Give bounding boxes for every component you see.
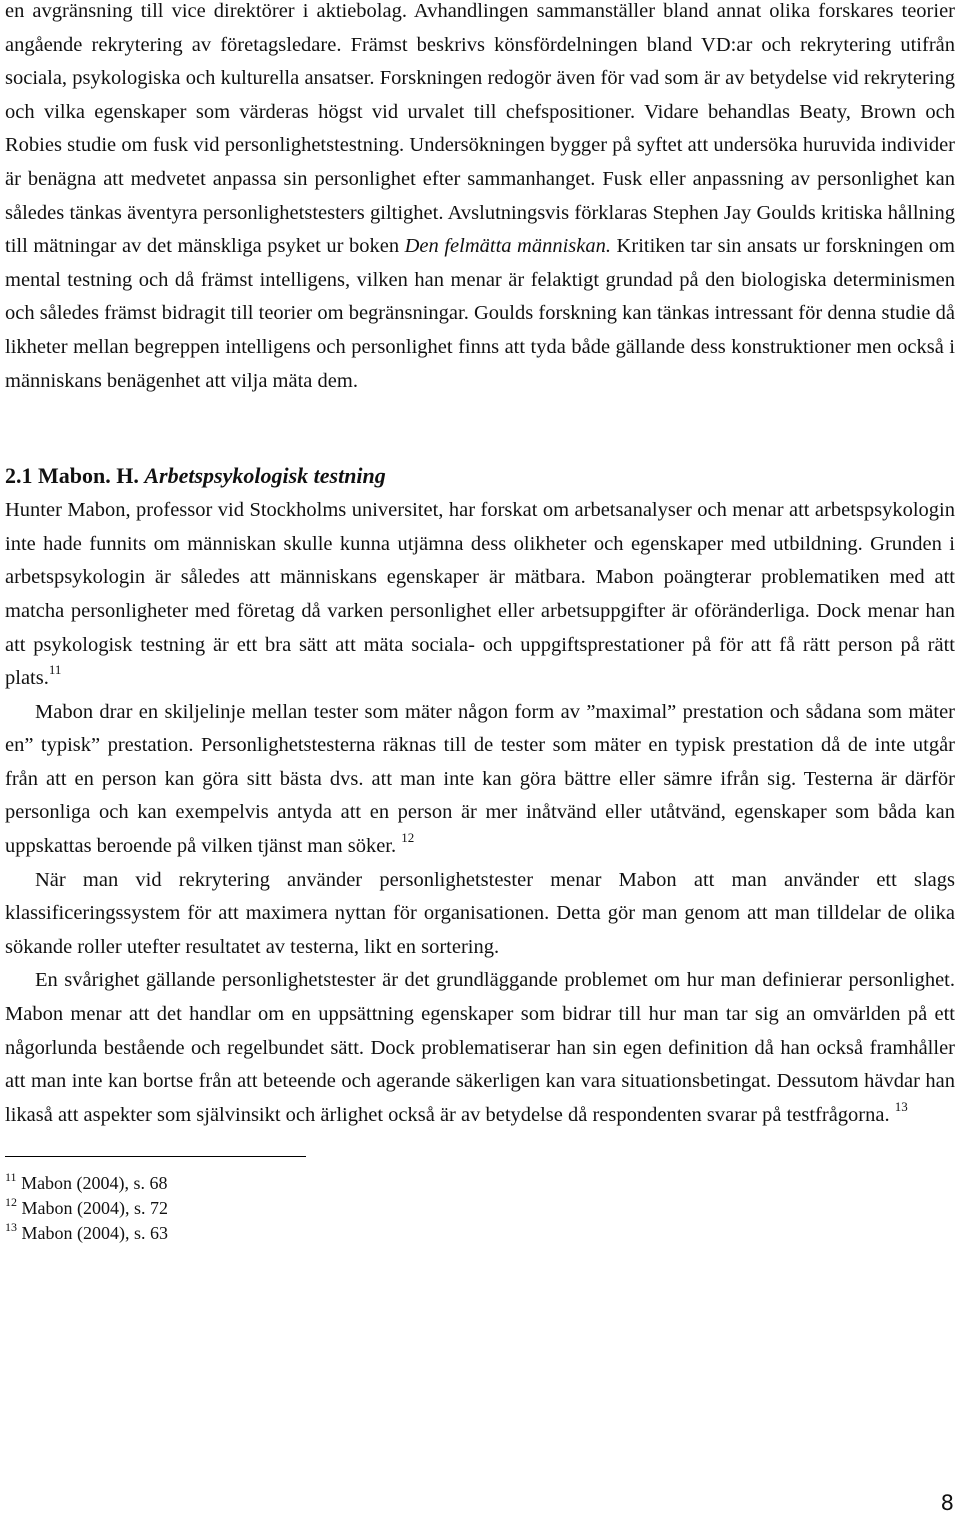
document-page	[5, 0, 955, 1246]
footnote-text: Mabon (2004), s. 68	[21, 1173, 168, 1194]
section-heading	[5, 458, 955, 494]
paragraph-definition	[5, 964, 955, 1132]
footnote-number: 11	[5, 1170, 17, 1185]
paragraph-intro	[5, 0, 955, 398]
footnote-ref-11[interactable]: 11	[48, 662, 62, 678]
footnote-number: 12	[5, 1195, 17, 1210]
paragraph-intro-text: en avgränsning till vice direktörer i aktiebolag. Avhandlingen sammanställer bland annat olika forskares teorier angående rekrytering av företagsledare. Främst beskrivs könsfördelningen bland VD:ar och rekrytering utifrån sociala, psykologiska och kulturella ansatser. Forskningen redogör även för vad som är av betydelse vid rekrytering och vilka egenskaper som värderas högst vid urvalet till chefspositioner. Vidare behandlas Beaty, Brown och Robies studie om fusk vid personlighetstestning. Undersökningen bygger på syftet att undersöka huruvida individer är benägna att medvetet anpassa sin personlighet efter sammanhanget. Fusk eller anpassning av personlighet kan således tänkas äventyra personlighetstesters giltighet. Avslutningsvis förklaras Stephen Jay Goulds kritiska hållning till mätningar av det mänskliga psyket ur boken	[5, 0, 955, 258]
footnote-divider	[5, 1156, 306, 1157]
footnote-ref-13[interactable]: 13	[894, 1098, 908, 1114]
page-number: 8	[940, 1491, 954, 1515]
footnote-item	[5, 1196, 955, 1221]
paragraph-mabon-intro	[5, 494, 955, 696]
book-title: Den felmätta människan.	[404, 235, 612, 258]
paragraph-mabon-intro-text: Hunter Mabon, professor vid Stockholms universitet, har forskat om arbetsanalyser och menar att arbetspsykologin inte hade funnits om människan skulle kunna utjämna dess olikheter och egenskaper med utbildning. Grunden i arbetspsykologin är således att människans egenskaper är mätbara. Mabon poängterar problematiken med att matcha personligheter med företag då varken personlighet eller arbetsuppgifter är oföränderliga. Dock menar han att psykologisk testning är ett bra sätt att mäta sociala- och uppgiftsprestationer på för att få rätt person på rätt plats.	[5, 499, 955, 690]
paragraph-classification: När man vid rekrytering använder personlighetstester menar Mabon att man använder ett slags klassificeringssystem för att maximera nyttan för organisationen. Detta gör man genom att man tilldelar de olika sökande roller utefter resultatet av testerna, likt en sortering.	[5, 868, 955, 958]
footnote-ref-12[interactable]: 12	[401, 830, 415, 846]
footnote-item	[5, 1221, 955, 1246]
paragraph-definition-text: En svårighet gällande personlighetstester är det grundläggande problemet om hur man definierar personlighet. Mabon menar att det handlar om en uppsättning egenskaper som bidrar till hur man tar sig an omvärlden på ett någorlunda bestående och regelbundet sätt. Dock problematiserar han sin egen definition då han också framhåller att man inte kan bortse från att beteende och agerande säkerligen kan vara situationsbetingat. Dessutom hävdar han likaså att aspekter som självinsikt och ärlighet också är av betydelse då respondenten svarar på testfrågorna.	[5, 969, 955, 1126]
footnote-number: 13	[5, 1220, 17, 1235]
section-title: Arbetspsykologisk testning	[144, 463, 386, 489]
footnote-text: Mabon (2004), s. 63	[21, 1223, 168, 1244]
section-number: 2.1 Mabon. H.	[5, 463, 145, 489]
footnote-text: Mabon (2004), s. 72	[21, 1198, 168, 1219]
footnotes	[5, 1171, 955, 1246]
paragraph-maximal-typical	[5, 696, 955, 864]
footnote-item	[5, 1171, 955, 1196]
paragraph-maximal-typical-text: Mabon drar en skiljelinje mellan tester som mäter någon form av ”maximal” prestation och sådana som mäter en” typisk” prestation. Personlighetstesterna räknas till de tester som mäter en typisk prestation då de inte utgår från att en person kan göra sitt bästa dvs. att man inte kan göra bättre eller sämre ifrån sig. Testerna är därför personliga och kan exempelvis antyda att en person är mer inåtvänd eller utåtvänd, egenskaper som båda kan uppskattas beroende på vilken tjänst man söker.	[5, 700, 955, 858]
paragraph-intro-continuation: Kritiken tar sin ansats ur forskningen om mental testning och då främst intelligens, vilken han menar är felaktigt grundad på den biologiska determinismen och således främst bidragit till teorier om begränsningar. Goulds forskning kan tänkas intressant för denna studie då likheter mellan begreppen intelligens och personlighet finns att tyda både gällande dess konstruktioner men också i människans benägenhet att vilja mäta dem.	[5, 235, 955, 392]
